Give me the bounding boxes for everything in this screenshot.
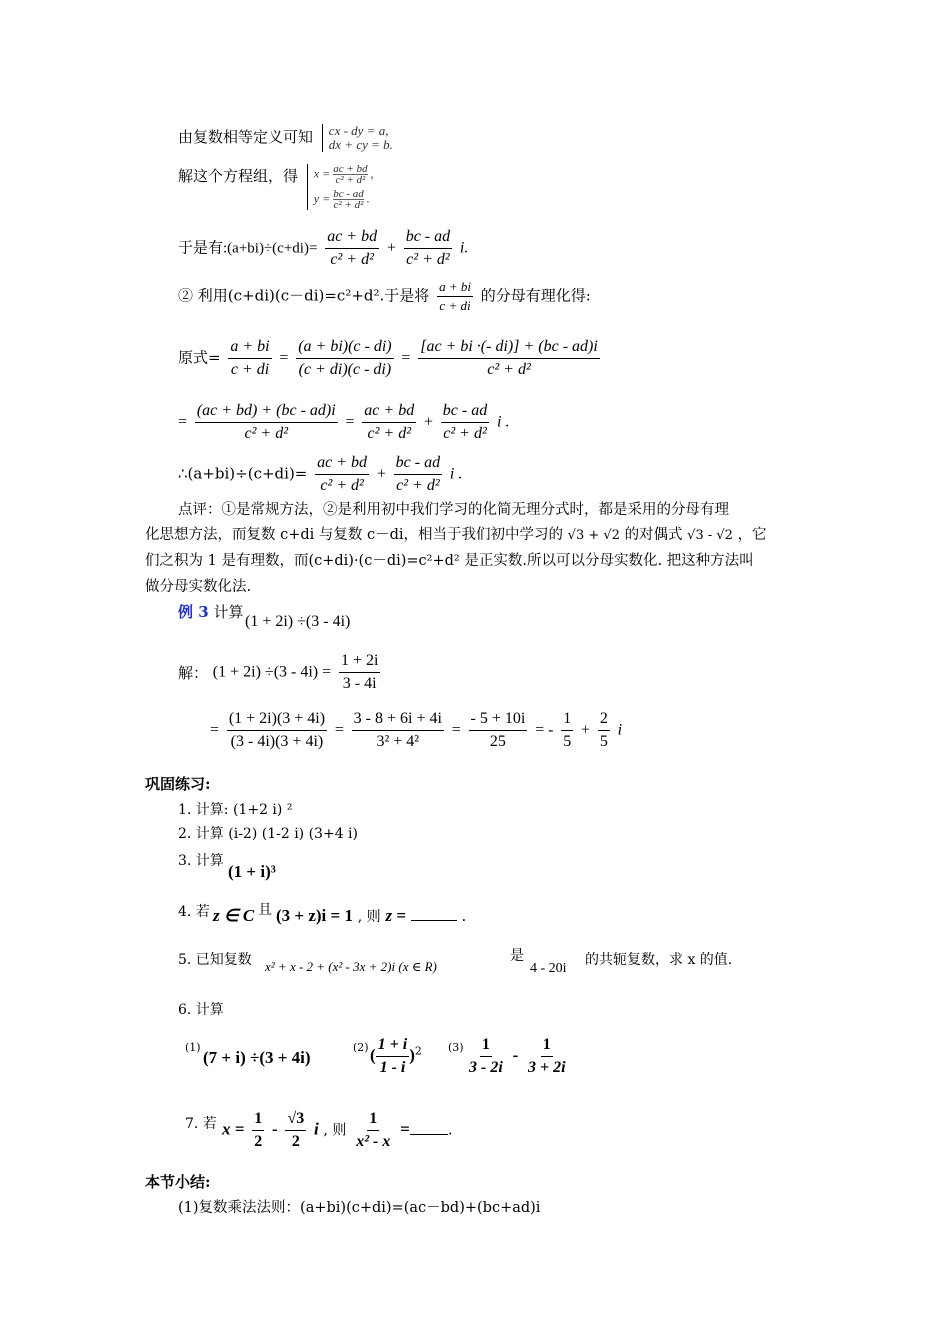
text-thus: 于是有:(a+bi)÷(c+di)= [178,240,318,257]
q6-3-label: (3) [448,1041,464,1054]
denominator: 3 - 4i [342,675,377,692]
practice-q1: 1. 计算: (1+2 i) ² [178,802,293,818]
numerator: [ac + bi ·(- di)] + (bc - ad)i [418,336,600,359]
denominator: c² + d² [367,425,411,442]
q7-x: x = [222,1119,245,1139]
denominator: c + di [230,361,270,378]
numerator: 2 [598,708,610,731]
q4-expr-3: z = [385,906,406,925]
q4-mid: 且 [258,902,272,918]
practice-q3 [178,851,224,871]
text-line-6: = $\frac{(ac + bd) + (bc - ad)i}{\text{c² + d²}}$ = $\frac{ac + bd}{\text{c² + d²}}$ + $\frac{bc - ad}{\text{c² + d²}}$ i . [178,400,509,445]
fraction [598,708,610,753]
sqrt-sum: √3 + √2 [567,528,620,543]
numerator: (a + bi)(c - di) [296,336,393,359]
summary-item-1: (1)复数乘法法则：(a+bi)(c+di)=(ac－bd)+(bc+ad)i [178,1200,541,1216]
fraction [195,400,338,445]
fraction [228,336,271,381]
denominator: 25 [489,733,506,750]
solution-label: 解： [178,663,209,682]
numerator: 1 [541,1034,553,1057]
denominator: c² + d² [244,425,288,442]
fraction [469,708,528,753]
fraction [354,1108,392,1153]
q5-tail: 的共轭复数，求 x 的值. [585,952,733,968]
denominator: 2 [291,1133,300,1150]
q5-expression [265,957,437,978]
numerator: √3 [285,1108,306,1131]
numerator: - 5 + 10i [469,708,528,731]
fraction [441,400,489,445]
q7-expression: x = $\frac{1}{2}$ - $\frac{√3}{2}$ i , 则 $\frac{1}{\text{x² - x}}$ = . [222,1108,453,1153]
text-line-5: 原式= $\frac{a + bi}{c + di}$ = $\frac{(a + bi)(c - di)}{(c + di)(c - di)}$ = $\frac{[ac + bi \cdot(- di)] + (bc - ad)i}{\text{c² + d²}}$ [178,336,603,381]
equation-system-1 [322,124,393,152]
denominator: 3 - 2i [469,1059,503,1076]
numerator: bc - ad [441,400,489,423]
y-num: bc - ad [333,188,364,200]
denominator: 5 [599,733,608,750]
denominator: c + di [439,298,471,313]
denominator: 1 - i [379,1059,406,1076]
practice-q5 [178,950,252,970]
text-line-4 [178,278,591,315]
q6-1-label: (1) [185,1041,201,1054]
text-tail: i. [459,239,469,257]
text-solve: 解这个方程组，得 [178,167,299,185]
comment-line-1: 点评：①是常规方法，②是利用初中我们学习的化简无理分式时，都是采用的分母有理 [178,502,729,518]
numerator: (ac + bd) + (bc - ad)i [195,400,338,423]
numerator: bc - ad [404,226,452,249]
numerator: 1 [480,1034,492,1057]
practice-q6: 6. 计算 [178,1002,224,1018]
example-label: 例 3 [178,603,209,621]
q4-label: 4. 若 [178,904,210,920]
q6-2-label: (2) [353,1041,369,1054]
fraction [467,1034,505,1079]
solution-line-1 [178,650,383,695]
q4-tail: , 则 [357,909,381,925]
text-equality-def: 由复数相等定义可知 [178,128,314,146]
fraction [325,226,379,271]
q6-3-expression: $\frac{1}{3 - 2i}$ - $\frac{1}{3 + 2i}$ [464,1034,571,1079]
denominator: 5 [563,733,572,750]
text-tail: i . [449,465,463,483]
y-eq: y = [313,191,331,206]
solution-expr: (1 + 2i) ÷(3 - 4i) = [212,663,332,681]
text-line-3: 于是有:(a+bi)÷(c+di)= $\frac{ac + bd}{\text{c² + d²}}$ + $\frac{bc - ad}{\text{c² + d²}}$ i. [178,226,468,271]
text-tail: i . [497,413,510,431]
denominator: 3² + 4² [376,733,420,750]
q5-label: 5. 已知复数 [178,952,252,968]
example-3 [178,602,243,622]
example-expression: (1 + 2i) ÷(3 - 4i) [245,613,351,630]
q6-2-expression: ( $\frac{1 + i}{1 - i}$ )$^2$ [370,1034,422,1079]
numerator: ac + bd [325,226,379,249]
fraction [362,400,416,445]
numerator: 1 [367,1108,379,1131]
numerator: ac + bd [362,400,416,423]
text-method2: ② 利用(c+di)(c－di)=c²+d².于是将 [178,286,430,305]
text-therefore: ∴(a+bi)÷(c+di)= [178,464,308,483]
solution-line-2: = $\frac{(1 + 2i)(3 + 4i)}{(3 - 4i)(3 + 4i)}$ = $\frac{3 - 8 + 6i + 4i}{\text{3² + 4²}}$ = $\frac{- 5 + 10i}{25}$ = - $\frac{1}{5}$ + $\frac{2}{5}$ i [210,708,622,753]
text-line-2 [178,164,374,214]
numerator: a + bi [437,278,473,297]
fraction [352,708,444,753]
denominator: c² + d² [320,477,364,494]
fraction [526,1034,568,1079]
comment-text: 的对偶式 [624,527,683,543]
answer-blank [411,906,457,921]
fraction [394,452,442,497]
q5-expression-2 [530,957,567,979]
comment-text: 化思想方法，而复数 c+di 与复数 c－di，相当于我们初中学习的 [145,527,564,543]
eq-a: cx - dy = a, [328,123,389,138]
denominator: 2 [254,1133,263,1150]
q4-expression-2: (3 + z)i = 1 , 则 z = . [276,906,467,925]
q5-mid: 是 [510,948,524,964]
fraction [404,226,452,271]
numerator: ac + bd [315,452,369,475]
practice-heading: 巩固练习: [145,775,211,793]
comment-line-2 [145,525,767,546]
comment-line-4: 做分母实数化法. [145,579,252,595]
numerator: a + bi [228,336,271,359]
denominator: 3 + 2i [528,1059,566,1076]
comment-line-3: 们之积为 1 是有理数，而(c+di)·(c－di)=c²+d² 是正实数.所以可以分母实数化. 把这种方法叫 [145,553,754,569]
equation-system-2: x = $\frac{ac + bd}{\text{c² + d²}}$ , y = $\frac{bc - ad}{\text{c² + d²}}$ . [307,164,374,210]
denominator: c² + d² [406,251,450,268]
q7-tail: , 则 [323,1122,347,1139]
sqrt-diff: √3 - √2 [687,528,733,543]
practice-q4 [178,902,210,922]
denominator: x² - x [356,1133,391,1150]
fraction [227,708,327,753]
fraction [437,278,473,315]
numerator: bc - ad [394,452,442,475]
practice-q7: 7. 若 [185,1116,217,1132]
q4-expr-2: (3 + z)i = 1 [276,906,353,925]
numerator: 1 [252,1108,264,1131]
x-num: ac + bd [333,163,368,175]
fraction [315,452,369,497]
example-text: 计算 [213,603,244,621]
denominator: (c + di)(c - di) [298,361,392,378]
practice-q2: 2. 计算 (i-2) (1-2 i) (3+4 i) [178,826,358,842]
y-den: c² + d² [333,199,364,211]
numerator: 1 [561,708,573,731]
denominator: (3 - 4i)(3 + 4i) [230,733,324,750]
denominator: c² + d² [487,361,531,378]
q5-expr-2: 4 - 20i [530,961,567,976]
q3-label: 3. 计算 [178,853,224,869]
numerator: 1 + 2i [339,650,380,673]
q3-expression: (1 + i)³ [228,862,276,881]
denominator: c² + d² [396,477,440,494]
text-line-1 [178,124,393,152]
comment-text: ，它 [737,527,767,543]
q4-expression [213,906,254,926]
text-original: 原式= [178,348,221,367]
fraction [561,708,573,753]
denominator: c² + d² [330,251,374,268]
fraction [252,1108,264,1153]
fraction [296,336,393,381]
numerator: 1 + i [376,1034,410,1057]
fraction [376,1034,410,1079]
numerator: (1 + 2i)(3 + 4i) [227,708,327,731]
eq-b: dx + cy = b. [328,137,393,152]
text-line-7: ∴(a+bi)÷(c+di)= $\frac{ac + bd}{\text{c² + d²}}$ + $\frac{bc - ad}{\text{c² + d²}}$ i . [178,452,462,497]
answer-blank [410,1124,448,1135]
fraction [418,336,600,381]
summary-heading: 本节小结: [145,1173,211,1191]
q5-expr: x² + x - 2 + (x² - 3x + 2)i (x ∈ R) [265,959,437,974]
q6-1-expression: (7 + i) ÷(3 + 4i) [203,1048,311,1067]
fraction [285,1108,306,1153]
q4-expr-1: z ∈ C [213,906,255,925]
x-eq: x = [313,166,331,181]
numerator: 3 - 8 + 6i + 4i [352,708,444,731]
fraction [339,650,380,695]
denominator: c² + d² [443,425,487,442]
text-rationalize: 的分母有理化得: [480,286,591,305]
x-den: c² + d² [335,174,366,186]
